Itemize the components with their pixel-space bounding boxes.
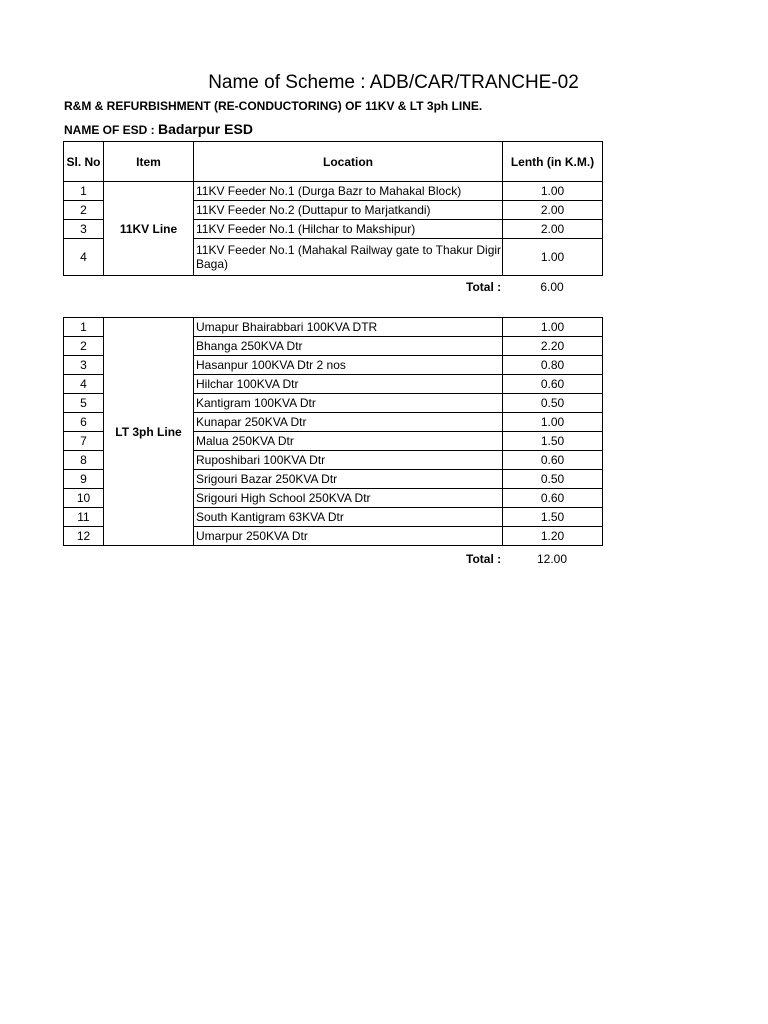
- header-length: Lenth (in K.M.): [503, 142, 603, 182]
- sl-cell: 8: [64, 451, 104, 470]
- length-cell: 1.00: [503, 413, 603, 432]
- sl-cell: 4: [64, 375, 104, 394]
- hv-line-table: [63, 141, 603, 276]
- length-cell: 1.00: [503, 318, 603, 337]
- header-sl-no: Sl. No: [64, 142, 104, 182]
- location-cell: Umarpur 250KVA Dtr: [194, 527, 503, 546]
- location-cell: Kunapar 250KVA Dtr: [194, 413, 503, 432]
- header-item: Item: [104, 142, 194, 182]
- length-cell: 1.00: [503, 182, 603, 201]
- length-cell: 0.60: [503, 489, 603, 508]
- total-label: Total :: [466, 552, 502, 566]
- location-cell: Srigouri High School 250KVA Dtr: [194, 489, 503, 508]
- location-cell: 11KV Feeder No.1 (Durga Bazr to Mahakal Block): [194, 182, 503, 201]
- length-cell: 0.60: [503, 375, 603, 394]
- length-cell: 0.50: [503, 470, 603, 489]
- scheme-subtitle: R&M & REFURBISHMENT (RE-CONDUCTORING) OF 11KV & LT 3ph LINE.: [64, 99, 483, 113]
- location-cell: Srigouri Bazar 250KVA Dtr: [194, 470, 503, 489]
- header-location: Location: [194, 142, 503, 182]
- total-value: 12.00: [536, 552, 568, 566]
- total-label: Total :: [466, 280, 502, 294]
- location-cell: 11KV Feeder No.1 (Mahakal Railway gate to Thakur Digir Baga): [194, 239, 503, 276]
- length-cell: 1.50: [503, 508, 603, 527]
- sl-cell: 3: [64, 356, 104, 375]
- length-cell: 1.20: [503, 527, 603, 546]
- location-cell: South Kantigram 63KVA Dtr: [194, 508, 503, 527]
- sl-cell: 7: [64, 432, 104, 451]
- lt-line-table: [63, 317, 603, 546]
- sl-cell: 2: [64, 337, 104, 356]
- length-cell: 2.20: [503, 337, 603, 356]
- location-cell: 11KV Feeder No.1 (Hilchar to Makshipur): [194, 220, 503, 239]
- table-row: [64, 318, 603, 337]
- length-cell: 2.00: [503, 201, 603, 220]
- sl-cell: 5: [64, 394, 104, 413]
- esd-line: [64, 121, 253, 137]
- sl-cell: 9: [64, 470, 104, 489]
- location-cell: Hasanpur 100KVA Dtr 2 nos: [194, 356, 503, 375]
- sl-cell: 2: [64, 201, 104, 220]
- esd-value: Badarpur ESD: [158, 121, 253, 137]
- length-cell: 0.80: [503, 356, 603, 375]
- sl-cell: 6: [64, 413, 104, 432]
- length-cell: 2.00: [503, 220, 603, 239]
- sl-cell: 10: [64, 489, 104, 508]
- location-cell: Malua 250KVA Dtr: [194, 432, 503, 451]
- location-cell: Hilchar 100KVA Dtr: [194, 375, 503, 394]
- esd-label: NAME OF ESD :: [64, 123, 155, 137]
- table-header-row: [64, 142, 603, 182]
- length-cell: 0.60: [503, 451, 603, 470]
- length-cell: 1.00: [503, 239, 603, 276]
- location-cell: Kantigram 100KVA Dtr: [194, 394, 503, 413]
- sl-cell: 12: [64, 527, 104, 546]
- sl-cell: 1: [64, 318, 104, 337]
- sl-cell: 3: [64, 220, 104, 239]
- location-cell: Ruposhibari 100KVA Dtr: [194, 451, 503, 470]
- scheme-title: Name of Scheme : ADB/CAR/TRANCHE-02: [208, 72, 579, 93]
- total-value: 6.00: [540, 280, 564, 294]
- sl-cell: 1: [64, 182, 104, 201]
- sl-cell: 11: [64, 508, 104, 527]
- item-cell: LT 3ph Line: [104, 318, 194, 546]
- item-cell: 11KV Line: [104, 182, 194, 276]
- table-row: [64, 182, 603, 201]
- location-cell: 11KV Feeder No.2 (Duttapur to Marjatkandi): [194, 201, 503, 220]
- location-cell: Bhanga 250KVA Dtr: [194, 337, 503, 356]
- location-cell: Umapur Bhairabbari 100KVA DTR: [194, 318, 503, 337]
- length-cell: 0.50: [503, 394, 603, 413]
- length-cell: 1.50: [503, 432, 603, 451]
- sl-cell: 4: [64, 239, 104, 276]
